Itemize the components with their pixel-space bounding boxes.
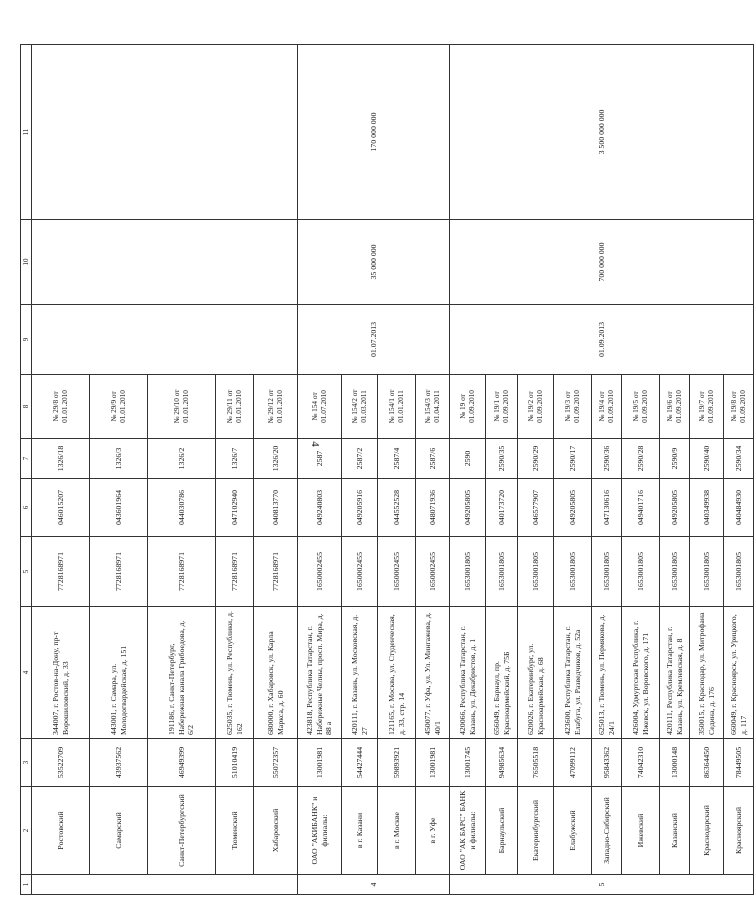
entity-name: Тюменский: [216, 787, 254, 875]
okpo-code: 54427444: [342, 739, 378, 787]
document-ref: № 19/6 от 01.09.2010: [660, 375, 690, 439]
col-header-5: 5: [21, 537, 32, 607]
entity-name: Екатеринбургский: [518, 787, 554, 875]
inn-code: 1653001805: [486, 537, 518, 607]
inn-code: 7728168971: [216, 537, 254, 607]
reg-number: 2587/2: [342, 439, 378, 479]
address: 450077, г. Уфа, ул. Ул. Мингажева, д. 40/1: [416, 607, 450, 739]
reg-number: 2587: [298, 439, 342, 479]
okpo-code: 55072357: [254, 739, 298, 787]
entity-name: Западно-Сибирский: [592, 787, 622, 875]
document-ref: № 19/7 от 01.09.2010: [690, 375, 724, 439]
document-ref: № 19/8 от 01.09.2010: [724, 375, 754, 439]
entity-name: Ростовский: [32, 787, 90, 875]
inn-code: 1650002455: [378, 537, 416, 607]
reg-number: 2590/40: [690, 439, 724, 479]
reg-number: 2590: [450, 439, 486, 479]
reg-number: 2587/4: [378, 439, 416, 479]
col-header-1: 1: [21, 875, 32, 895]
row-number: 4: [298, 875, 450, 895]
okpo-code: 13001981: [298, 739, 342, 787]
entity-name: Ижевский: [622, 787, 660, 875]
address: 656049, г. Барнаул, пр. Красноармейский, д. 75Б: [486, 607, 518, 739]
document-ref: № 29/12 от 01.01.2010: [254, 375, 298, 439]
entity-name: Казанский: [660, 787, 690, 875]
bank-registry-table: [20, 44, 754, 895]
entity-name: Самарский: [90, 787, 148, 875]
okpo-code: 94985634: [486, 739, 518, 787]
reg-number: 1326/20: [254, 439, 298, 479]
bik-code: 040173720: [486, 479, 518, 537]
entity-name: Хабаровский: [254, 787, 298, 875]
table-body: [21, 45, 754, 895]
inn-code: 1653001805: [690, 537, 724, 607]
entity-name: в г. Уфе: [416, 787, 450, 875]
address: 420111, г. Казань, ул. Московская, д. 27: [342, 607, 378, 739]
bik-code: 047130616: [592, 479, 622, 537]
reg-number: 1326/3: [90, 439, 148, 479]
entity-name: Краснодарский: [690, 787, 724, 875]
document-ref: № 19/3 от 01.09.2010: [554, 375, 592, 439]
okpo-code: 47099112: [554, 739, 592, 787]
amount-11-cell: [32, 45, 298, 220]
entity-name: Елабужский: [554, 787, 592, 875]
col-header-2: 2: [21, 787, 32, 875]
okpo-code: 78449505: [724, 739, 754, 787]
entity-name: в г. Москве: [378, 787, 416, 875]
okpo-code: 46949399: [148, 739, 216, 787]
document-ref: № 19/4 от 01.09.2010: [592, 375, 622, 439]
document-ref: № 19/1 от 01.09.2010: [486, 375, 518, 439]
address: 660049, г. Красноярск, ул. Урицкого, д. 117: [724, 607, 754, 739]
address: 344007, г. Ростов-на-Дону, пр-т Ворошиловский, д. 33: [32, 607, 90, 739]
bik-code: 040484930: [724, 479, 754, 537]
okpo-code: 43937562: [90, 739, 148, 787]
bik-code: 043601964: [90, 479, 148, 537]
document-sheet: [20, 45, 748, 895]
page-number: 4: [308, 441, 321, 447]
address: 420111, Республика Татарстан, г. Казань, ул. Кремлевская, д. 8: [660, 607, 690, 739]
address: 423600, Республика Татарстан, г. Елабуга, ул. Разведчиков, д. 52а: [554, 607, 592, 739]
address: 121165, г. Москва, ул. Студенческая, д. 33, стр. 14: [378, 607, 416, 739]
bik-code: 047102940: [216, 479, 254, 537]
inn-code: 1650002455: [298, 537, 342, 607]
table-row: [32, 45, 90, 895]
inn-code: 7728168971: [32, 537, 90, 607]
okpo-code: 53522709: [32, 739, 90, 787]
rotated-content: [20, 45, 748, 895]
bik-code: 049205916: [342, 479, 378, 537]
okpo-code: 51010419: [216, 739, 254, 787]
bik-code: 048071936: [416, 479, 450, 537]
bik-code: 049205805: [660, 479, 690, 537]
document-ref: № 19/2 от 01.09.2010: [518, 375, 554, 439]
start-date-cell: [32, 305, 298, 375]
address: 420066, Республика Татарстан, г. Казань, ул. Декабристов, д. 1: [450, 607, 486, 739]
entity-name: Санкт-Петербургский: [148, 787, 216, 875]
bik-code: 044552528: [378, 479, 416, 537]
entity-name: Красноярский: [724, 787, 754, 875]
entity-name: в г. Казани: [342, 787, 378, 875]
okpo-code: 76505518: [518, 739, 554, 787]
col-header-10: 10: [21, 220, 32, 305]
bik-code: 040813770: [254, 479, 298, 537]
inn-code: 1653001805: [622, 537, 660, 607]
reg-number: 2590/17: [554, 439, 592, 479]
okpo-code: 59893921: [378, 739, 416, 787]
bik-code: 040349938: [690, 479, 724, 537]
inn-code: 1653001805: [450, 537, 486, 607]
amount-col-10: 35 000 000: [298, 220, 450, 305]
col-header-8: 8: [21, 375, 32, 439]
start-date: 01.07.2013: [298, 305, 450, 375]
amount-10-cell: [32, 220, 298, 305]
bik-code: 049240803: [298, 479, 342, 537]
col-header-9: 9: [21, 305, 32, 375]
okpo-code: 13001745: [450, 739, 486, 787]
reg-number: 2590/34: [724, 439, 754, 479]
document-ref: № 29/9 от 01.01.2010: [90, 375, 148, 439]
reg-number: 2590/35: [486, 439, 518, 479]
col-header-6: 6: [21, 479, 32, 537]
table-row: [298, 45, 342, 895]
inn-code: 1653001805: [554, 537, 592, 607]
inn-code: 1650002455: [416, 537, 450, 607]
bik-code: 044030786: [148, 479, 216, 537]
reg-number: 1326/18: [32, 439, 90, 479]
entity-name: ОАО "АКИБАНК" и филиалы:: [298, 787, 342, 875]
col-header-3: 3: [21, 739, 32, 787]
address: 443001, г. Самара, ул. Молодогвардейская, д. 151: [90, 607, 148, 739]
inn-code: 1653001805: [660, 537, 690, 607]
document-ref: № 19 от 01.09.2010: [450, 375, 486, 439]
address: 680000, г. Хабаровск, ул. Карла Маркса, д. 60: [254, 607, 298, 739]
inn-code: 7728168971: [148, 537, 216, 607]
col-header-7: 7: [21, 439, 32, 479]
okpo-code: 13001981: [416, 739, 450, 787]
column-number-row: [21, 45, 32, 895]
address: 191186, г. Санкт-Петербург, Набережная канала Грибоедова, д. 6/2: [148, 607, 216, 739]
document-ref: № 29/11 от 01.01.2010: [216, 375, 254, 439]
inn-code: 1653001805: [518, 537, 554, 607]
reg-number: 2587/6: [416, 439, 450, 479]
entity-name: ОАО "АК БАРС" БАНК и филиалы:: [450, 787, 486, 875]
inn-code: 1650002455: [342, 537, 378, 607]
table-row: [450, 45, 486, 895]
entity-name: Барнаульский: [486, 787, 518, 875]
bik-code: 049401716: [622, 479, 660, 537]
bik-code: 049205805: [554, 479, 592, 537]
inn-code: 1653001805: [724, 537, 754, 607]
amount-col-11: 3 500 000 000: [450, 45, 754, 220]
address: 625035, г. Тюмень, ул. Республики, д. 162: [216, 607, 254, 739]
bik-code: 049205805: [450, 479, 486, 537]
okpo-code: 74042310: [622, 739, 660, 787]
address: 620026, г. Екатеринбург, ул. Красноармейская, д. 68: [518, 607, 554, 739]
amount-col-10: 700 000 000: [450, 220, 754, 305]
bik-code: 046015207: [32, 479, 90, 537]
reg-number: 2590/36: [592, 439, 622, 479]
col-header-11: 11: [21, 45, 32, 220]
document-ref: № 29/10 от 01.01.2010: [148, 375, 216, 439]
amount-col-11: 170 000 000: [298, 45, 450, 220]
row-number-cell: [32, 875, 298, 895]
reg-number: 1326/7: [216, 439, 254, 479]
document-ref: № 154 от 01.07.2010: [298, 375, 342, 439]
bik-code: 046577907: [518, 479, 554, 537]
inn-code: 1653001805: [592, 537, 622, 607]
address: 426004, Удмуртская Республика, г. Ижевск, ул. Воровского, д. 171: [622, 607, 660, 739]
reg-number: 2590/29: [518, 439, 554, 479]
address: 625013, г. Тюмень, ул. Пермякова, д. 24/1: [592, 607, 622, 739]
document-ref: № 154/2 от 01.03.2011: [342, 375, 378, 439]
reg-number: 2590/9: [660, 439, 690, 479]
start-date: 01.09.2013: [450, 305, 754, 375]
okpo-code: 86364450: [690, 739, 724, 787]
reg-number: 2590/28: [622, 439, 660, 479]
reg-number: 1326/2: [148, 439, 216, 479]
document-ref: № 154/1 от 01.01.2011: [378, 375, 416, 439]
col-header-4: 4: [21, 607, 32, 739]
document-ref: № 19/5 от 01.09.2010: [622, 375, 660, 439]
okpo-code: 13000148: [660, 739, 690, 787]
document-ref: № 154/3 от 01.04.2011: [416, 375, 450, 439]
inn-code: 7728168971: [90, 537, 148, 607]
row-number: 5: [450, 875, 754, 895]
inn-code: 7728168971: [254, 537, 298, 607]
document-ref: № 29/8 от 01.01.2010: [32, 375, 90, 439]
address: 350015, г. Краснодар, ул. Митрофана Седина, д. 176: [690, 607, 724, 739]
address: 423818, Республика Татарстан, г. Набережные Челны, просп. Мира, д. 88 а: [298, 607, 342, 739]
okpo-code: 95843362: [592, 739, 622, 787]
